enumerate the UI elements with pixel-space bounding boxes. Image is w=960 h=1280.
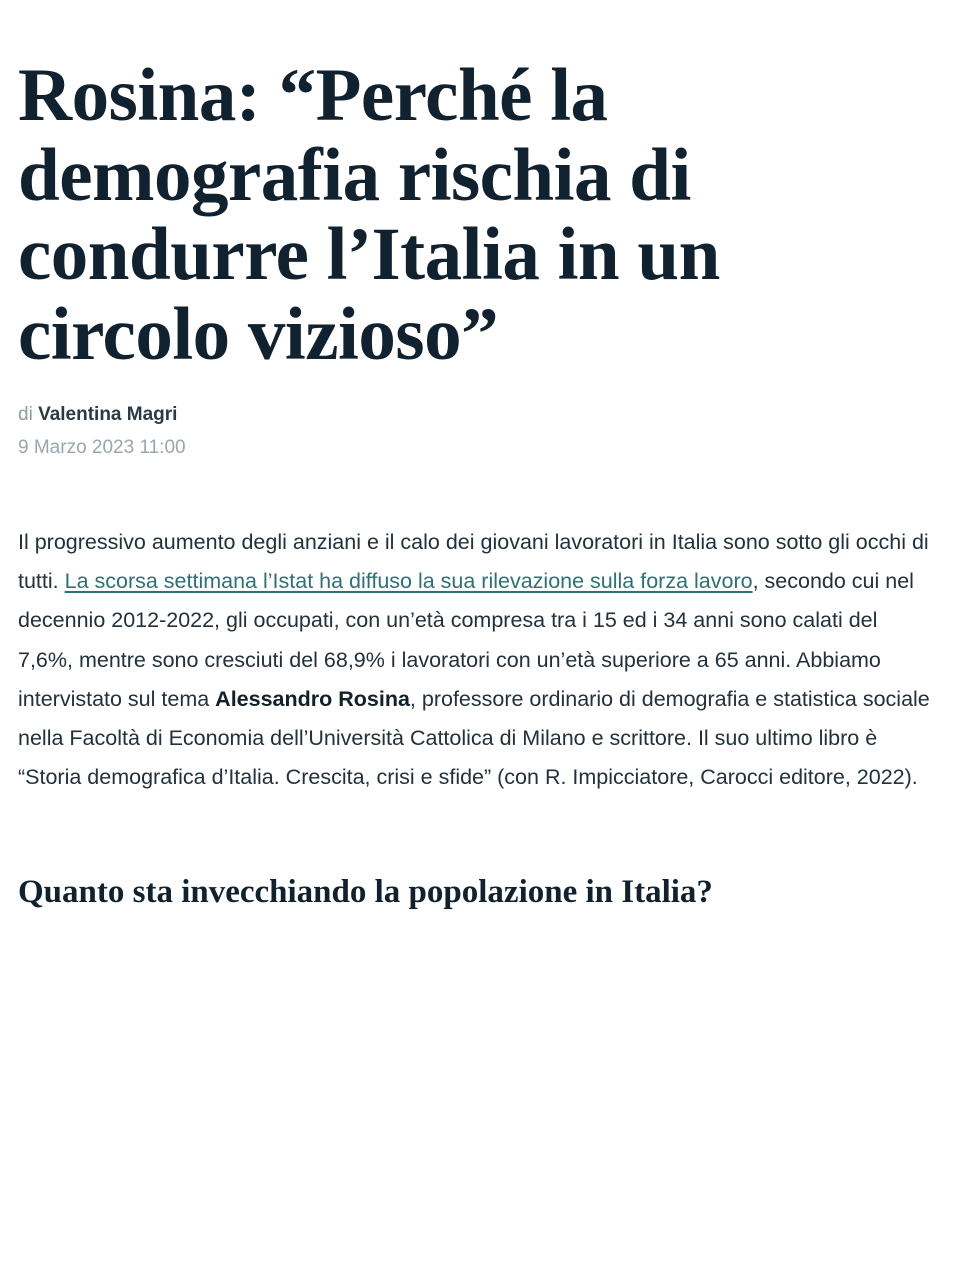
byline bbox=[18, 402, 932, 429]
author-name[interactable]: Valentina Magri bbox=[38, 404, 178, 425]
lead-text-part-2: , secondo cui nel decennio 2012-2022, gli occupati, con un’età compresa tra i 15 ed i 34 anni sono calati del 7,6%, mentre sono cresciuti del 68,9% i lavoratori con un’età superiore a 65 anni. Abbiamo intervistato sul tema bbox=[18, 569, 914, 711]
publish-date: 9 Marzo 2023 11:00 bbox=[18, 436, 186, 458]
lead-text-part-3: , professore ordinario di demografia e statistica sociale nella Facoltà di Economia dell’Università Cattolica di Milano e scrittore. Il suo ultimo libro è “Storia demografica d’Italia. Crescita, crisi e sfide” (con R. Impicciatore, Carocci editore, 2022). bbox=[18, 686, 930, 789]
byline-prefix: di bbox=[18, 404, 39, 425]
section-heading: Quanto sta invecchiando la popolazione in Italia? bbox=[18, 874, 713, 911]
lead-paragraph bbox=[18, 523, 932, 797]
istat-report-link[interactable]: La scorsa settimana l’Istat ha diffuso la sua rilevazione sulla forza lavoro bbox=[64, 569, 753, 594]
interviewee-name: Alessandro Rosina bbox=[215, 686, 410, 711]
lead-text-part-1: Il progressivo aumento degli anziani e il calo dei giovani lavoratori in Italia sono sotto gli occhi di tutti. bbox=[18, 530, 929, 594]
page-title: Rosina: “Perché la demografia rischia di condurre l’Italia in un circolo vizioso” bbox=[18, 54, 720, 376]
